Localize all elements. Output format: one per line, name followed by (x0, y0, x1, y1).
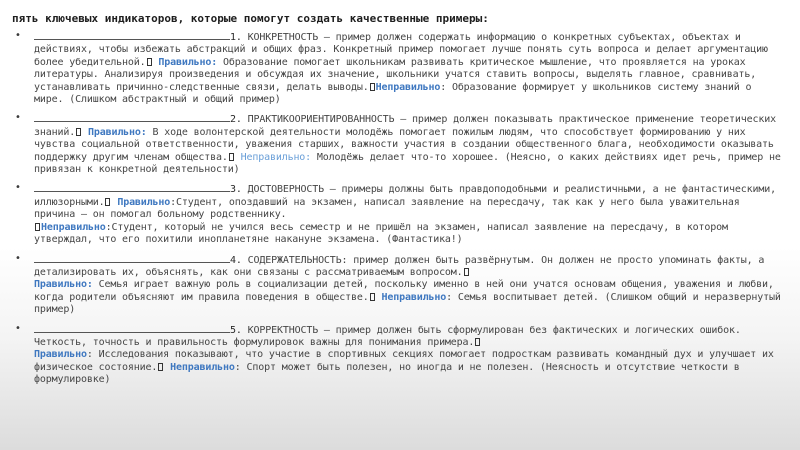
placeholder-box-icon (464, 268, 469, 276)
bullet-dot-icon: • (15, 322, 21, 334)
correct-example: Семья играет важную роль в социализации детей, поскольку именно в ней они учатся основам общения, уважения и любви, когда родители объясняют им правила поведения в обществе. (34, 279, 774, 303)
incorrect-label: Неправильно (164, 361, 235, 373)
item-description: ДОСТОВЕРНОСТЬ — примеры должны быть правдоподобными и реалистичными, а не фантастическими, иллюзорными. (34, 184, 776, 208)
item-description: ПРАКТИКООРИЕНТИРОВАННОСТЬ — пример должен показывать практическое применение теоретических знаний. (34, 114, 776, 138)
fill-in-blank (34, 182, 230, 192)
incorrect-example: : Семья воспитывает детей. (Слишком общий и неразвернутый пример) (34, 291, 781, 316)
incorrect-label: Неправильно (375, 291, 447, 303)
fill-in-blank (34, 323, 230, 333)
incorrect-example: : Спорт может быть полезен, но иногда и не полезен. (Неясность и отсутствие четкости в формулировке) (34, 361, 740, 386)
indicator-item-reliability (12, 182, 784, 246)
indicator-item-correctness (12, 323, 784, 387)
fill-in-blank (34, 253, 230, 263)
item-description: КОРРЕКТНОСТЬ — пример должен быть сформулирован без фактических и логических ошибок. Четкость, точность и правильность формулировок важны для понимания примера. (34, 324, 741, 348)
incorrect-example: Молодёжь делает что-то хорошее. (Неясно, о каких действиях идет речь, пример не привязан к конкретной деятельности) (34, 151, 781, 176)
incorrect-label: Неправильно: (234, 151, 312, 163)
incorrect-example: : Образование формирует у школьников систему знаний о мире. (Слишком абстрактный и общий пример) (34, 81, 752, 106)
incorrect-example: :Студент, который не учился весь семестр и не пришёл на экзамен, написал заявление на пересдачу, в котором утверждал, что его похитили инопланетяне накануне экзамена. (Фантастика!) (34, 221, 728, 246)
placeholder-box-icon (147, 58, 152, 66)
indicator-list (12, 30, 784, 387)
correct-label: Правильно (34, 349, 87, 361)
indicator-item-concreteness (12, 30, 784, 106)
placeholder-box-icon (475, 338, 480, 346)
item-number: 4. (230, 254, 242, 266)
bullet-dot-icon: • (15, 252, 21, 264)
bullet-dot-icon: • (15, 30, 21, 41)
placeholder-box-icon (105, 198, 110, 206)
slide-title: пять ключевых индикаторов, которые помогут создать качественные примеры: (12, 12, 489, 25)
placeholder-box-icon (229, 153, 234, 161)
item-number: 3. (230, 184, 242, 196)
correct-example: В ходе волонтерской деятельности молодёжь помогает пожилым людям, что способствует формированию у них чувства социальной ответственности, уважения старших, важности участия в создании общественного блага, необходимости оказывать поддержку другим членам общества. (34, 126, 774, 163)
placeholder-box-icon (158, 363, 163, 371)
indicator-item-substance (12, 253, 784, 317)
correct-label: Правильно: (34, 279, 93, 291)
placeholder-box-icon (370, 293, 375, 301)
correct-label: Правильно: (152, 56, 218, 68)
placeholder-box-icon (370, 83, 375, 91)
item-description: СОДЕРЖАТЕЛЬНОСТЬ: пример должен быть развёрнутым. Он должен не просто упоминать факты, а детализировать их, объяснять, как они связаны с рассматриваемым вопросом. (34, 254, 765, 278)
correct-example: : Исследования показывают, что участие в спортивных секциях помогает подросткам развивать командный дух и улучшает их физическое состояние. (34, 349, 774, 373)
correct-example: :Студент, опоздавший на экзамен, написал заявление на пересдачу, так как у него была уважительная причина — он помогал больному родственнику. (34, 196, 740, 221)
correct-label: Правильно: (82, 126, 147, 138)
indicator-item-practicality (12, 112, 784, 176)
fill-in-blank (34, 112, 230, 122)
item-number: 1. (230, 32, 242, 43)
correct-example: Образование помогает школьникам развивать критическое мышление, что проявляется на уроках литературы. Анализируя произведения и обсуждая их значение, школьники учатся ставить вопросы, выделять главное, сравнивать, устанавливать причинно-следственные связи, делать выводы. (34, 56, 757, 93)
incorrect-label: Неправильно (375, 81, 441, 93)
item-description: КОНКРЕТНОСТЬ — пример должен содержать информацию о конкретных субъектах, объектах и действиях, чтобы избежать абстракций и общих фраз. Конкретный пример помогает лучше понять суть вопроса и делает аргументацию более убедительной. (34, 32, 768, 68)
item-number: 5. (230, 324, 242, 336)
correct-label: Правильно (111, 196, 171, 208)
bullet-dot-icon: • (15, 112, 21, 124)
incorrect-label: Неправильно (41, 221, 106, 233)
bullet-dot-icon: • (15, 182, 21, 194)
placeholder-box-icon (76, 128, 81, 136)
item-number: 2. (230, 114, 242, 126)
fill-in-blank (34, 30, 230, 40)
placeholder-box-icon (35, 223, 40, 231)
